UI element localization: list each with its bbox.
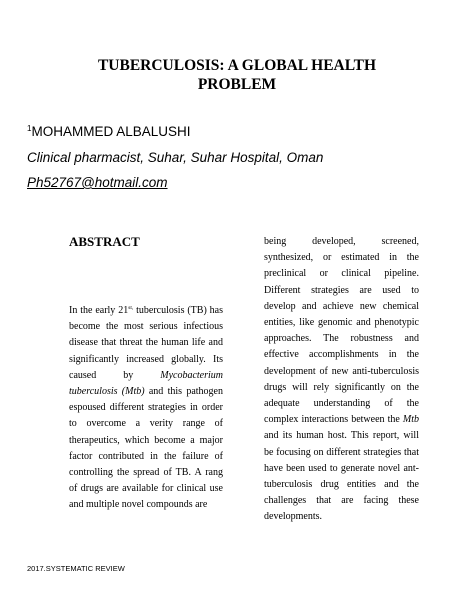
author-name: MOHAMMED ALBALUSHI	[31, 124, 191, 139]
abstract-text: being developed, screened, synthesized, or estimated in the preclinical or clinical pipeline. Different strategies are used to develop and achieve new chemical entities, like genomic and phenotypic approaches. The robustness and effective accomplishments in the development of new anti-tuberculosis drugs will rely significantly on the adequate understanding of the complex interactions between the	[264, 236, 419, 426]
abstract-text: and its human host. This report, will be focusing on different strategies that have been used to generate novel ant-tuberculosis drug entities and the challenges that are facing these developments.	[264, 430, 419, 523]
pathogen-name: Mycobacterium tuberculosis (Mtb)	[69, 369, 223, 398]
abstract-heading: ABSTRACT	[69, 234, 140, 249]
author-affiliation: Clinical pharmacist, Suhar, Suhar Hospital, Oman	[27, 150, 324, 165]
pathogen-abbreviation: Mtb	[402, 414, 419, 426]
ordinal-superscript: st,	[128, 305, 134, 311]
paper-title: TUBERCULOSIS: A GLOBAL HEALTH PROBLEM	[97, 57, 377, 93]
author-superscript: 1	[27, 124, 32, 133]
abstract-text: and this pathogen espoused different strategies in order to overcome a verity range of therapeutics, which become a major factor contributed in the failure of controlling the spread of TB. A rang of drugs are available for clinical use and multiple novel compounds are	[69, 386, 223, 511]
abstract-text: In the early 21	[69, 305, 129, 316]
abstract-column-right	[264, 234, 419, 526]
abstract-column-left	[69, 300, 223, 514]
author-email-link[interactable]: Ph52767@hotmail.com	[27, 175, 168, 190]
author-line	[27, 124, 191, 139]
page-footer: 2017.SYSTEMATIC REVIEW	[27, 564, 125, 573]
abstract-text: tuberculosis (TB) has become the most serious infectious disease that threat the human life and significantly increased globally. Its caused by	[69, 305, 224, 381]
